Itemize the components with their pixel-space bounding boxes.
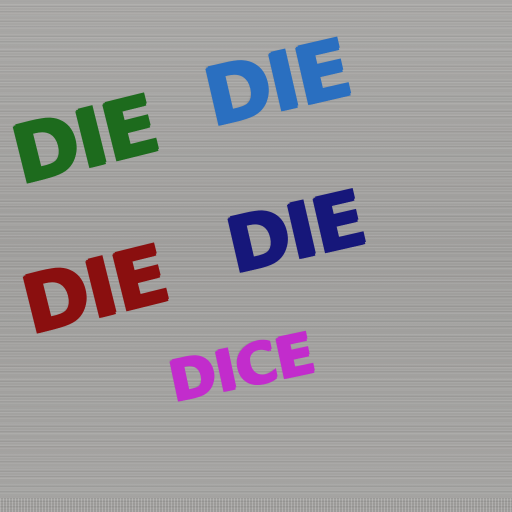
word-die-green: DIE [2, 77, 166, 203]
word-dice-magenta: DICE [163, 321, 321, 416]
word-die-navy: DIE [217, 173, 372, 291]
word-die-red: DIE [12, 227, 176, 353]
word-die-blue: DIE [195, 21, 358, 145]
